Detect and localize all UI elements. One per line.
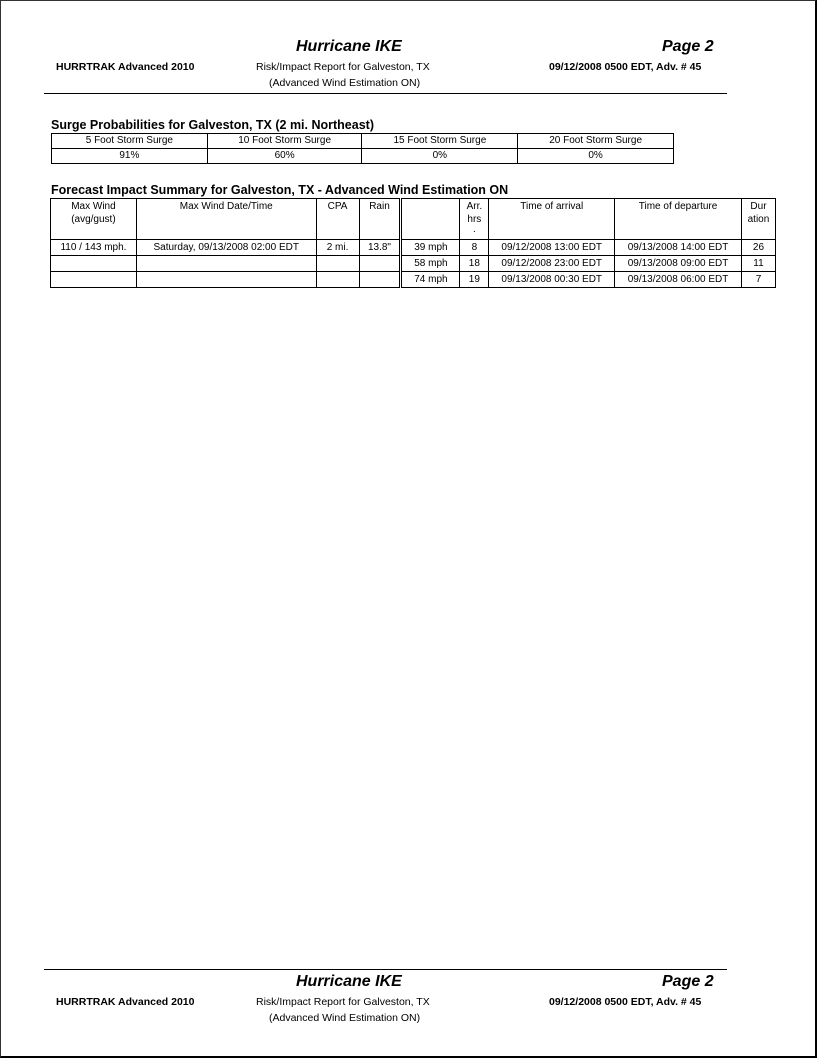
col-wind-level xyxy=(401,199,460,240)
footer-rule xyxy=(44,969,727,970)
table-row xyxy=(51,256,776,272)
header-app-name: HURRTRAK Advanced 2010 xyxy=(56,61,195,73)
col-arr-hrs-line1: Arr. xyxy=(466,201,483,212)
duration-cell: 11 xyxy=(741,256,775,272)
empty-cell xyxy=(359,256,401,272)
col-max-wind-sublabel: (avg/gust) xyxy=(71,214,116,225)
departure-cell: 09/13/2008 06:00 EDT xyxy=(615,272,742,288)
arr-hrs-cell: 18 xyxy=(460,256,489,272)
arrival-cell: 09/12/2008 13:00 EDT xyxy=(489,240,615,256)
arrival-cell: 09/12/2008 23:00 EDT xyxy=(489,256,615,272)
footer-subtitle: (Advanced Wind Estimation ON) xyxy=(269,1012,421,1024)
footer-page-number: Page 2 xyxy=(662,973,714,990)
col-arr-hrs xyxy=(460,199,489,240)
empty-cell xyxy=(136,256,316,272)
wind-level-cell: 39 mph xyxy=(401,240,460,256)
empty-cell xyxy=(136,272,316,288)
header-advisory: 09/12/2008 0500 EDT, Adv. # 45 xyxy=(549,61,702,73)
col-max-wind xyxy=(51,199,137,240)
col-rain: Rain xyxy=(359,199,401,240)
col-duration-line1: Dur xyxy=(750,201,767,212)
duration-cell: 7 xyxy=(741,272,775,288)
surge-table xyxy=(51,133,674,164)
surge-value-cell: 60% xyxy=(207,149,362,164)
empty-cell xyxy=(51,272,137,288)
cpa-value: 2 mi. xyxy=(316,240,359,256)
col-max-wind-time: Max Wind Date/Time xyxy=(136,199,316,240)
duration-cell: 26 xyxy=(741,240,775,256)
col-max-wind-label: Max Wind xyxy=(71,201,116,212)
surge-value-cell: 91% xyxy=(52,149,208,164)
surge-header-cell: 15 Foot Storm Surge xyxy=(362,134,518,149)
footer-title: Hurricane IKE xyxy=(296,973,402,990)
header-rule xyxy=(44,93,727,94)
arrival-cell: 09/13/2008 00:30 EDT xyxy=(489,272,615,288)
wind-level-cell: 74 mph xyxy=(401,272,460,288)
surge-title: Surge Probabilities for Galveston, TX (2 mi. Northeast) xyxy=(51,118,374,132)
max-wind-time-value: Saturday, 09/13/2008 02:00 EDT xyxy=(136,240,316,256)
arr-hrs-cell: 8 xyxy=(460,240,489,256)
surge-header-cell: 20 Foot Storm Surge xyxy=(518,134,674,149)
header-title: Hurricane IKE xyxy=(296,38,402,55)
col-departure: Time of departure xyxy=(615,199,742,240)
impact-title: Forecast Impact Summary for Galveston, TX - Advanced Wind Estimation ON xyxy=(51,183,509,197)
departure-cell: 09/13/2008 09:00 EDT xyxy=(615,256,742,272)
max-wind-value: 110 / 143 mph. xyxy=(51,240,137,256)
col-arrival: Time of arrival xyxy=(489,199,615,240)
empty-cell xyxy=(316,256,359,272)
surge-value-cell: 0% xyxy=(362,149,518,164)
empty-cell xyxy=(359,272,401,288)
empty-cell xyxy=(51,256,137,272)
impact-table xyxy=(50,198,776,288)
header-subtitle: (Advanced Wind Estimation ON) xyxy=(269,77,421,89)
table-row xyxy=(51,240,776,256)
col-duration-line2: ation xyxy=(747,214,770,225)
impact-header-row xyxy=(51,199,776,240)
empty-cell xyxy=(316,272,359,288)
arr-hrs-cell: 19 xyxy=(460,272,489,288)
header-report-title: Risk/Impact Report for Galveston, TX xyxy=(256,61,430,73)
header-page-number: Page 2 xyxy=(662,38,714,55)
wind-level-cell: 58 mph xyxy=(401,256,460,272)
rain-value: 13.8" xyxy=(359,240,401,256)
surge-header-cell: 10 Foot Storm Surge xyxy=(207,134,362,149)
surge-header-row xyxy=(52,134,674,149)
col-duration xyxy=(741,199,775,240)
surge-header-cell: 5 Foot Storm Surge xyxy=(52,134,208,149)
departure-cell: 09/13/2008 14:00 EDT xyxy=(615,240,742,256)
col-arr-hrs-line3: . xyxy=(472,224,476,235)
surge-value-cell: 0% xyxy=(518,149,674,164)
col-arr-hrs-line2: hrs xyxy=(467,214,482,225)
col-cpa: CPA xyxy=(316,199,359,240)
footer-app-name: HURRTRAK Advanced 2010 xyxy=(56,996,195,1008)
footer-advisory: 09/12/2008 0500 EDT, Adv. # 45 xyxy=(549,996,702,1008)
surge-value-row xyxy=(52,149,674,164)
table-row xyxy=(51,272,776,288)
footer-report-title: Risk/Impact Report for Galveston, TX xyxy=(256,996,430,1008)
